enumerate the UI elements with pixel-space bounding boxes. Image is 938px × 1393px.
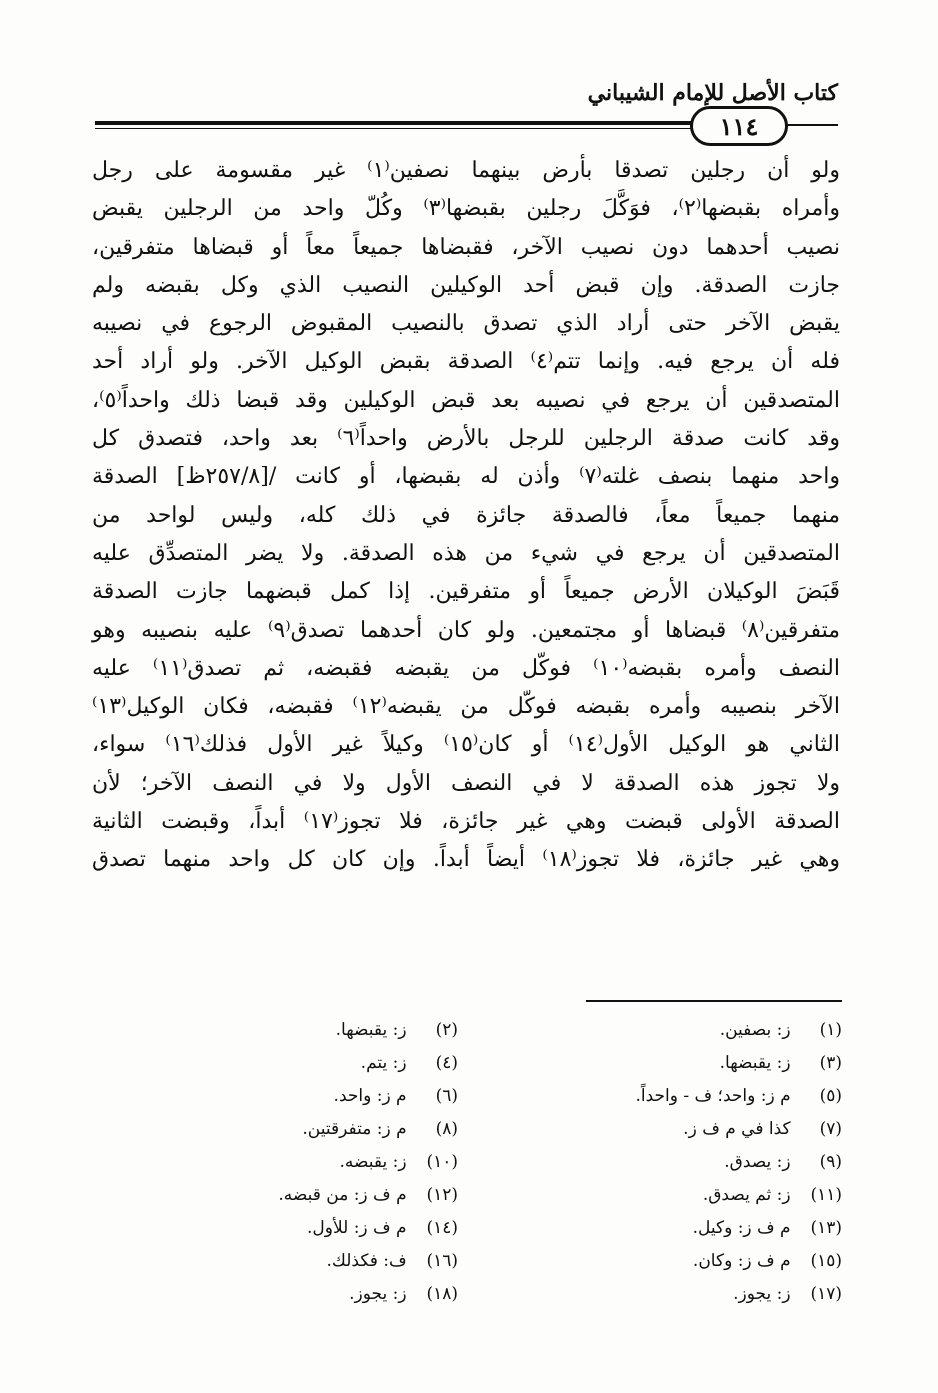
footnote-text: ز: يقبضه. bbox=[339, 1152, 407, 1172]
footnote bbox=[512, 1113, 842, 1146]
footnote-text: ف: فكذلك. bbox=[326, 1251, 407, 1271]
footnote bbox=[128, 1014, 458, 1047]
page-number: ١١٤ bbox=[690, 106, 788, 146]
footnote-number: (١٧) bbox=[810, 1284, 842, 1304]
main-text bbox=[92, 152, 840, 880]
footnote-number: (٥) bbox=[819, 1086, 842, 1106]
footnote-text: م ف ز: وكان. bbox=[692, 1251, 791, 1271]
footnotes-right-column bbox=[512, 1014, 842, 1311]
text-line: الثاني هو الوكيل الأول⁽١٤⁾ أو كان⁽١٥⁾ وكيلاً غير الأول فذلك⁽١٦⁾ سواء، bbox=[92, 732, 840, 758]
footnote-text: م ف ز: للأول. bbox=[307, 1218, 407, 1238]
footnote-text: ز: يتم. bbox=[360, 1053, 407, 1073]
footnote-text: م ز: واحد. bbox=[333, 1086, 407, 1106]
footnote bbox=[512, 1014, 842, 1047]
footnote bbox=[512, 1278, 842, 1311]
footnote-number: (٣) bbox=[819, 1053, 842, 1073]
footnote bbox=[128, 1146, 458, 1179]
footnote-number: (٢) bbox=[435, 1020, 458, 1040]
footnote-text: كذا في م ف ز. bbox=[683, 1119, 791, 1139]
text-line: يقبض الآخر حتى أراد الذي تصدق بالنصيب المقبوض الرجوع في نصيبه bbox=[92, 311, 840, 337]
text-line: قَبَضَ الوكيلان الأرض جميعاً أو متفرقين. إذا كمل قبضهما جازت الصدقة bbox=[92, 579, 840, 605]
text-line: واحد منهما بنصف غلته⁽٧⁾ وأذن له بقبضها، أو كانت /[٢٥٧/٨ظ] الصدقة bbox=[92, 464, 840, 490]
footnote bbox=[128, 1080, 458, 1113]
text-line: المتصدقين أن يرجع في شيء من هذه الصدقة. ولا يضر المتصدِّق عليه bbox=[92, 540, 840, 566]
footnote-number: (١٤) bbox=[426, 1218, 458, 1238]
text-line: ولا تجوز هذه الصدقة لا في النصف الأول ولا في النصف الآخر؛ لأن bbox=[92, 770, 840, 796]
footnote bbox=[512, 1245, 842, 1278]
footnote-text: ز: يقبضها. bbox=[335, 1020, 407, 1040]
footnote-separator bbox=[586, 1000, 842, 1002]
header-rule-thin bbox=[95, 128, 770, 129]
footnote-number: (٨) bbox=[435, 1119, 458, 1139]
footnote bbox=[128, 1212, 458, 1245]
text-line: ولو أن رجلين تصدقا بأرض بينهما نصفين⁽١⁾ غير مقسومة على رجل bbox=[92, 158, 840, 183]
text-line: منهما جميعاً معاً، فالصدقة جائزة في ذلك كله، وليس لواحد من bbox=[92, 502, 840, 528]
footnote bbox=[128, 1047, 458, 1080]
footnote-number: (١١) bbox=[810, 1185, 842, 1205]
footnote-number: (١٨) bbox=[426, 1284, 458, 1304]
footnote-text: م ز: واحد؛ ف - واحداً. bbox=[635, 1086, 791, 1106]
footnote-number: (٤) bbox=[435, 1053, 458, 1073]
footnote bbox=[512, 1212, 842, 1245]
footnote bbox=[512, 1047, 842, 1080]
text-line: فله أن يرجع فيه. وإنما تتم⁽٤⁾ الصدقة بقبض الوكيل الآخر. ولو أراد أحد bbox=[92, 349, 840, 375]
footnote-text: ز: يجوز. bbox=[349, 1284, 407, 1304]
footnote bbox=[128, 1245, 458, 1278]
footnote-text: ز: يصدق. bbox=[724, 1152, 791, 1172]
text-line: وقد كانت صدقة الرجلين للرجل بالأرض واحداً⁽٦⁾ بعد واحد، فتصدق كل bbox=[92, 426, 840, 452]
footnote-text: ز: ثم يصدق. bbox=[702, 1185, 791, 1205]
text-line: المتصدقين أن يرجع في نصيبه بعد قبض الوكيلين وقد قبضا ذلك واحداً⁽٥⁾، bbox=[92, 387, 840, 413]
footnote bbox=[512, 1080, 842, 1113]
footnote bbox=[128, 1278, 458, 1311]
footnote-number: (١) bbox=[819, 1020, 842, 1040]
footnote bbox=[512, 1146, 842, 1179]
footnote-number: (٦) bbox=[435, 1086, 458, 1106]
footnote-text: ز: بصفين. bbox=[719, 1020, 791, 1040]
footnote-number: (٩) bbox=[819, 1152, 842, 1172]
footnote-number: (١٦) bbox=[426, 1251, 458, 1271]
text-line: جازت الصدقة. وإن قبض أحد الوكيلين النصيب الذي وكل بقبضه ولم bbox=[92, 272, 840, 298]
footnote-number: (١٠) bbox=[426, 1152, 458, 1172]
text-line: الصدقة الأولى قبضت وهي غير جائزة، فلا تجوز⁽١٧⁾ أبداً، وقبضت الثانية bbox=[92, 809, 840, 835]
book-title: كتاب الأصل للإمام الشيباني bbox=[587, 80, 838, 106]
header-rule-thick bbox=[95, 121, 770, 125]
footnote bbox=[128, 1113, 458, 1146]
footnote-number: (١٥) bbox=[810, 1251, 842, 1271]
footnote-number: (١٢) bbox=[426, 1185, 458, 1205]
text-line: متفرقين⁽٨⁾ قبضاها أو مجتمعين. ولو كان أحدهما تصدق⁽٩⁾ عليه بنصيبه وهو bbox=[92, 617, 840, 643]
text-line: وأمراه بقبضها⁽٢⁾، فوَكَّلَ رجلين بقبضها⁽٣⁾ وكُلّ واحد من الرجلين يقبض bbox=[92, 196, 841, 222]
text-line: وهي غير جائزة، فلا تجوز⁽١٨⁾ أيضاً أبداً. وإن كان كل واحد منهما تصدق bbox=[92, 847, 840, 873]
text-line: الآخر بنصيبه وأمره بقبضه فوكّل من يقبضه⁽١٢⁾ فقبضه، فكان الوكيل⁽١٣⁾ bbox=[92, 694, 840, 720]
footnote-number: (٧) bbox=[819, 1119, 842, 1139]
footnotes-left-column bbox=[128, 1014, 458, 1311]
footnote-text: ز: يجوز. bbox=[733, 1284, 791, 1304]
footnote-text: م ز: متفرقتين. bbox=[302, 1119, 407, 1139]
footnote bbox=[512, 1179, 842, 1212]
footnote bbox=[128, 1179, 458, 1212]
text-line: نصيب أحدهما دون نصيب الآخر، فقبضاها جميعاً معاً أو قبضاها متفرقين، bbox=[92, 234, 840, 260]
footnote-text: م ف ز: وكيل. bbox=[692, 1218, 791, 1238]
footnote-text: ز: يقبضها. bbox=[719, 1053, 791, 1073]
footnote-text: م ف ز: من قبضه. bbox=[278, 1185, 407, 1205]
text-line: النصف وأمره بقبضه⁽١٠⁾ فوكّل من يقبضه فقبضه، ثم تصدق⁽١١⁾ عليه bbox=[92, 655, 840, 681]
footnote-number: (١٣) bbox=[810, 1218, 842, 1238]
